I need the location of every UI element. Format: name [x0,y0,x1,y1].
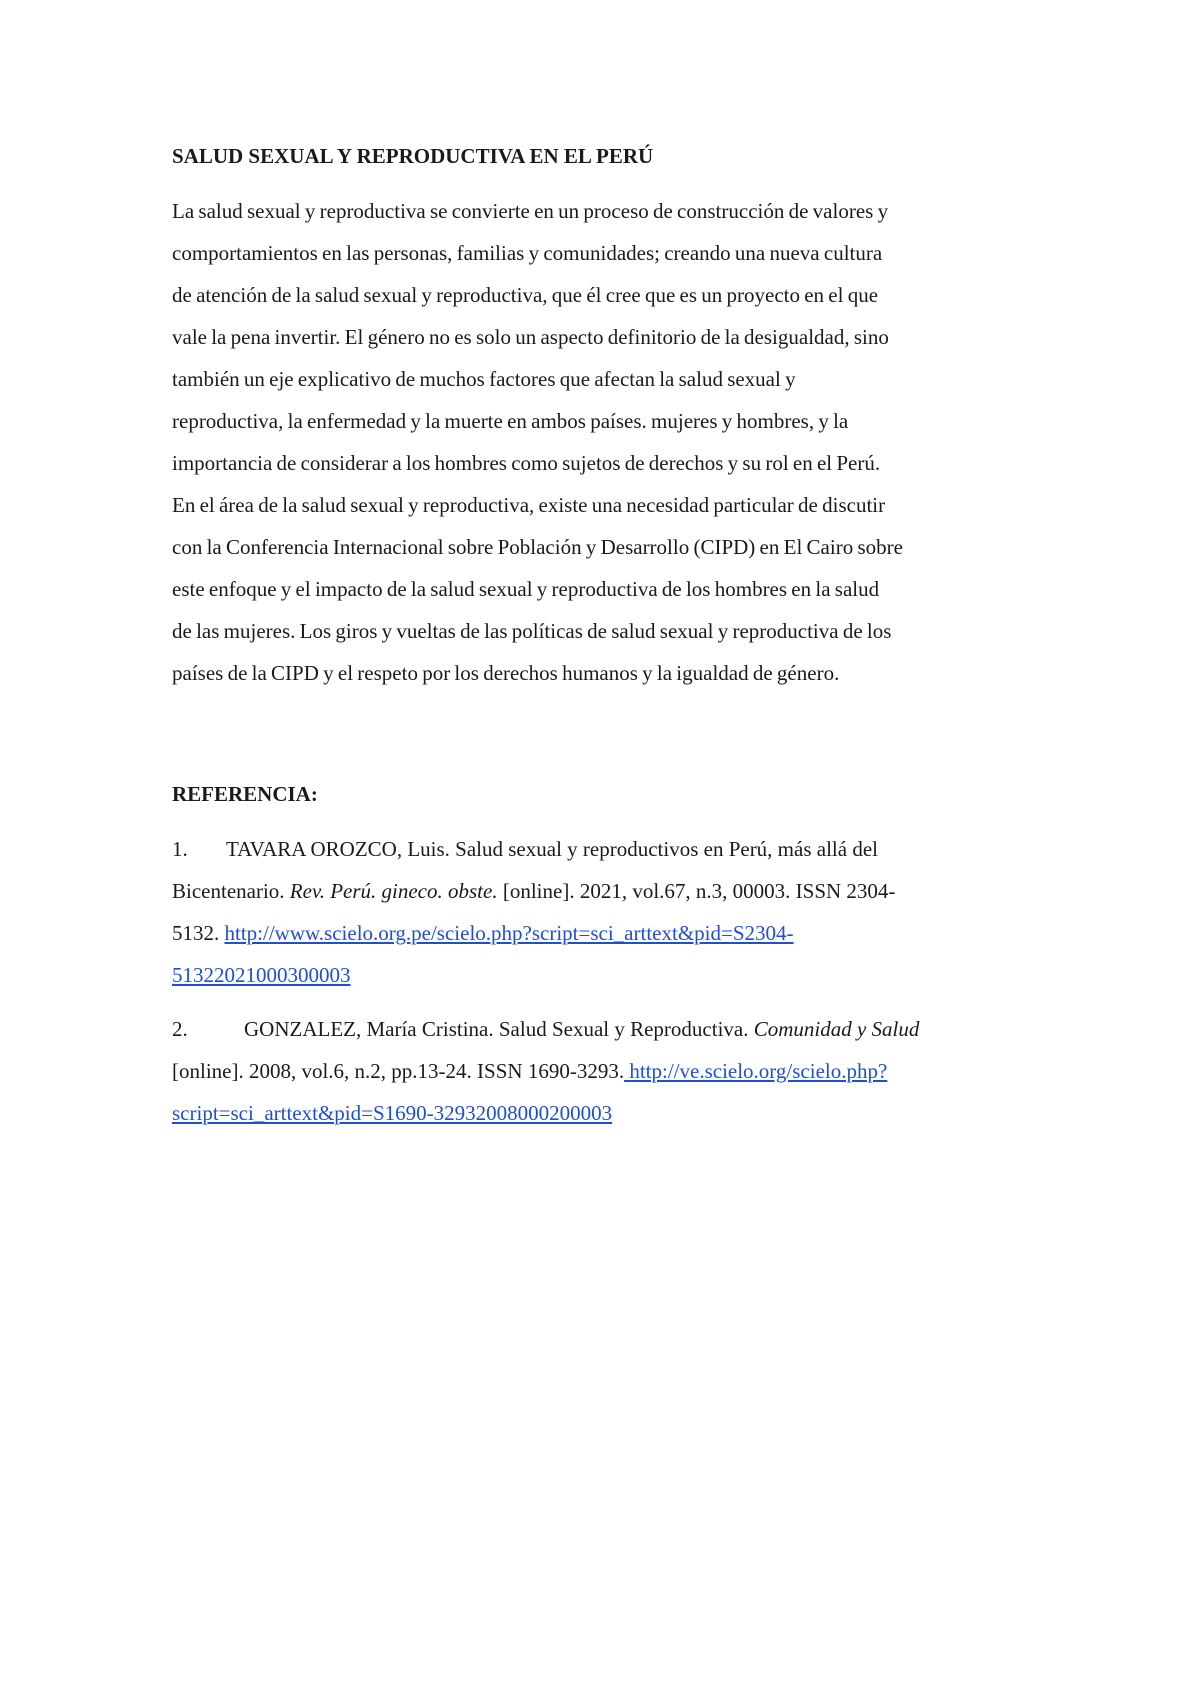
document-title: SALUD SEXUAL Y REPRODUCTIVA EN EL PERÚ [172,144,654,168]
reference-item-2 [172,1008,1047,1134]
body-line: también un eje explicativo de muchos factores que afectan la salud sexual y [172,367,796,391]
body-line: La salud sexual y reproductiva se convierte en un proceso de construcción de valores y [172,199,889,223]
reference-number: 1. [172,837,188,861]
body-line: con la Conferencia Internacional sobre Población y Desarrollo (CIPD) en El Cairo sobre [172,535,903,559]
body-line: de atención de la salud sexual y reproductiva, que él cree que es un proyecto en el que [172,283,879,307]
reference-text: GONZALEZ, María Cristina. Salud Sexual y Reproductiva. [244,1017,754,1041]
reference-text: [online]. 2021, vol.67, n.3, 00003. ISSN 2304- [497,879,896,903]
document-page [172,142,1047,1134]
reference-line [172,1050,1047,1092]
reference-text: TAVARA OROZCO, Luis. Salud sexual y reproductivos en Perú, más allá del [226,837,878,861]
reference-item-1 [172,828,1047,996]
reference-line [172,954,1047,996]
reference-line [172,870,1047,912]
journal-title: Comunidad y Salud [753,1017,920,1041]
reference-line [172,1008,1047,1050]
reference-link-2[interactable]: http://ve.scielo.org/scielo.php? [624,1059,888,1083]
reference-number: 2. [172,1017,188,1041]
reference-text: [online]. 2008, vol.6, n.2, pp.13-24. ISSN 1690-3293. [172,1059,625,1083]
reference-link-1-continued[interactable]: 51322021000300003 [172,963,351,987]
body-line: vale la pena invertir. El género no es solo un aspecto definitorio de la desigualdad, sino [172,325,889,349]
reference-line [172,912,1047,954]
reference-link-1[interactable]: http://www.scielo.org.pe/scielo.php?script=sci_arttext&pid=S2304- [224,921,794,945]
reference-link-2-continued[interactable]: script=sci_arttext&pid=S1690-32932008000200003 [172,1101,613,1125]
body-line: países de la CIPD y el respeto por los derechos humanos y la igualdad de género. [172,661,840,685]
body-line: de las mujeres. Los giros y vueltas de las políticas de salud sexual y reproductiva de los [172,619,892,643]
journal-title: Rev. Perú. gineco. obste. [289,879,498,903]
reference-line [172,828,1047,870]
reference-text: 5132. [172,921,225,945]
body-paragraph [172,190,1047,694]
body-line: reproductiva, la enfermedad y la muerte en ambos países. mujeres y hombres, y la [172,409,849,433]
body-line: En el área de la salud sexual y reproductiva, existe una necesidad particular de discutir [172,493,886,517]
body-line: comportamientos en las personas, familias y comunidades; creando una nueva cultura [172,241,883,265]
body-line: importancia de considerar a los hombres como sujetos de derechos y su rol en el Perú. [172,451,881,475]
reference-line [172,1092,1047,1134]
reference-text: Bicentenario. [172,879,290,903]
body-line: este enfoque y el impacto de la salud sexual y reproductiva de los hombres en la salud [172,577,880,601]
references-heading: REFERENCIA: [172,782,318,806]
